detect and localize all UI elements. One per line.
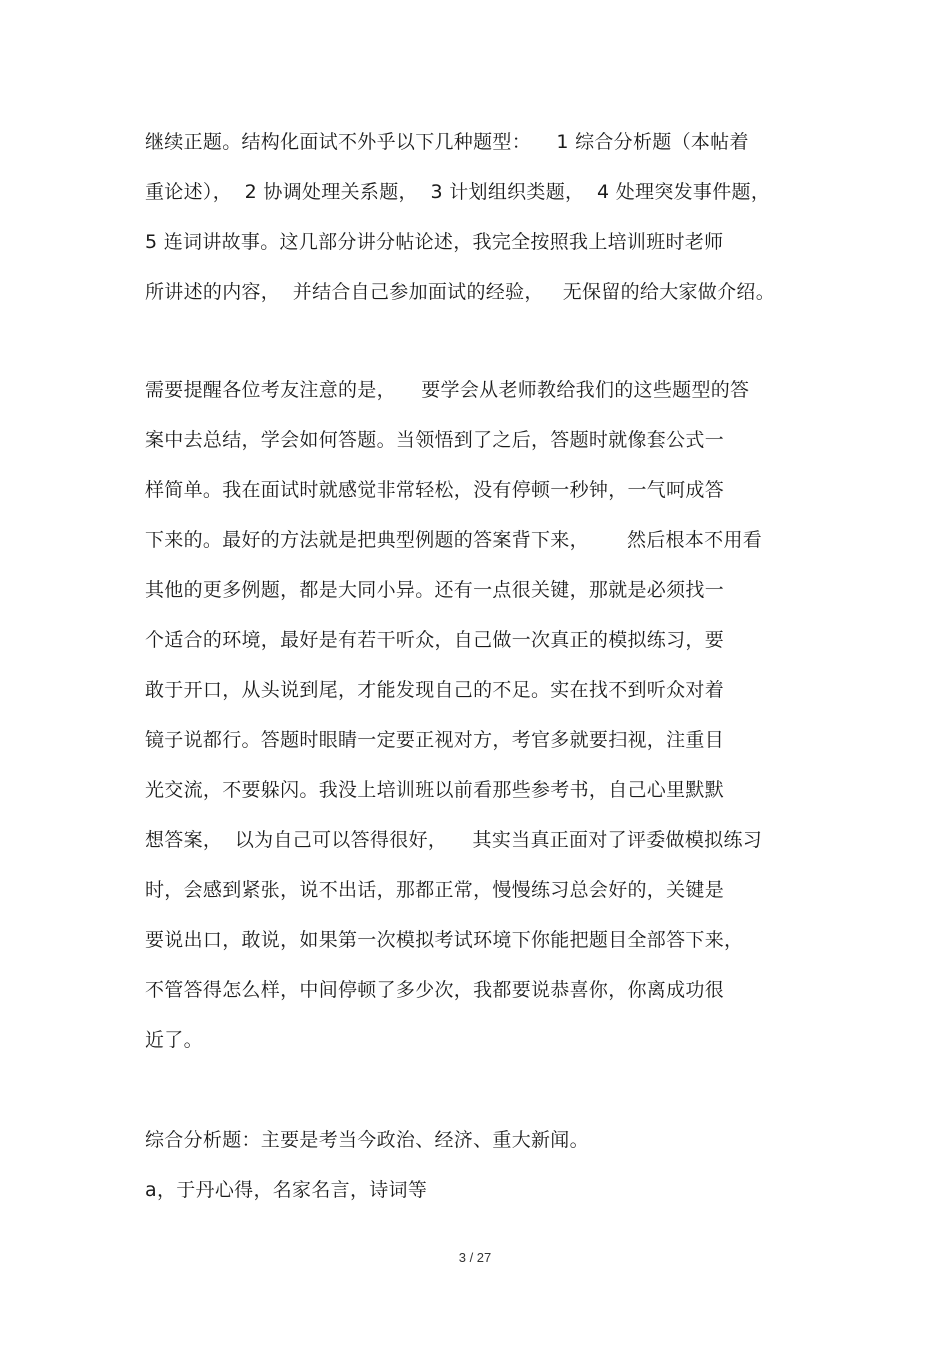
paragraph-2-line-1: 需要提醒各位考友注意的是， 要学会从老师教给我们的这些题型的答: [145, 379, 750, 401]
paragraph-2-line-13: 不管答得怎么样，中间停顿了多少次，我都要说恭喜你，你离成功很: [145, 979, 725, 1001]
paragraph-2-line-8: 镜子说都行。答题时眼睛一定要正视对方，考官多就要扫视，注重目: [145, 729, 725, 751]
paragraph-3-line-1: 综合分析题：主要是考当今政治、经济、重大新闻。: [145, 1129, 589, 1151]
paragraph-2-line-9: 光交流，不要躲闪。我没上培训班以前看那些参考书，自己心里默默: [145, 779, 725, 801]
paragraph-2-line-5: 其他的更多例题，都是大同小异。还有一点很关键，那就是必须找一: [145, 579, 725, 601]
paragraph-2-line-14: 近了。: [145, 1029, 203, 1051]
paragraph-2-line-7: 敢于开口，从头说到尾，才能发现自己的不足。实在找不到听众对着: [145, 679, 725, 701]
paragraph-1-line-1: 继续正题。结构化面试不外乎以下几种题型： 1 综合分析题（本帖着: [145, 131, 749, 153]
paragraph-2-line-6: 个适合的环境，最好是有若干听众，自己做一次真正的模拟练习，要: [145, 629, 725, 651]
paragraph-3-line-2: a，于丹心得，名家名言，诗词等: [145, 1179, 428, 1201]
paragraph-1-line-4: 所讲述的内容， 并结合自己参加面试的经验， 无保留的给大家做介绍。: [145, 281, 775, 303]
paragraph-1-line-3: 5 连词讲故事。这几部分讲分帖论述，我完全按照我上培训班时老师: [145, 231, 724, 253]
page-number: 3 / 27: [458, 1250, 492, 1265]
paragraph-2-line-10: 想答案， 以为自己可以答得很好， 其实当真正面对了评委做模拟练习: [145, 829, 763, 851]
paragraph-2-line-4: 下来的。最好的方法就是把典型例题的答案背下来， 然后根本不用看: [145, 529, 763, 551]
paragraph-2-line-11: 时，会感到紧张，说不出话，那都正常，慢慢练习总会好的，关键是: [145, 879, 725, 901]
paragraph-2-line-2: 案中去总结，学会如何答题。当领悟到了之后，答题时就像套公式一: [145, 429, 725, 451]
paragraph-1-line-2: 重论述）， 2 协调处理关系题， 3 计划组织类题， 4 处理突发事件题，: [145, 181, 771, 203]
paragraph-2-line-12: 要说出口，敢说，如果第一次模拟考试环境下你能把题目全部答下来，: [145, 929, 744, 951]
paragraph-2-line-3: 样简单。我在面试时就感觉非常轻松，没有停顿一秒钟，一气呵成答: [145, 479, 725, 501]
